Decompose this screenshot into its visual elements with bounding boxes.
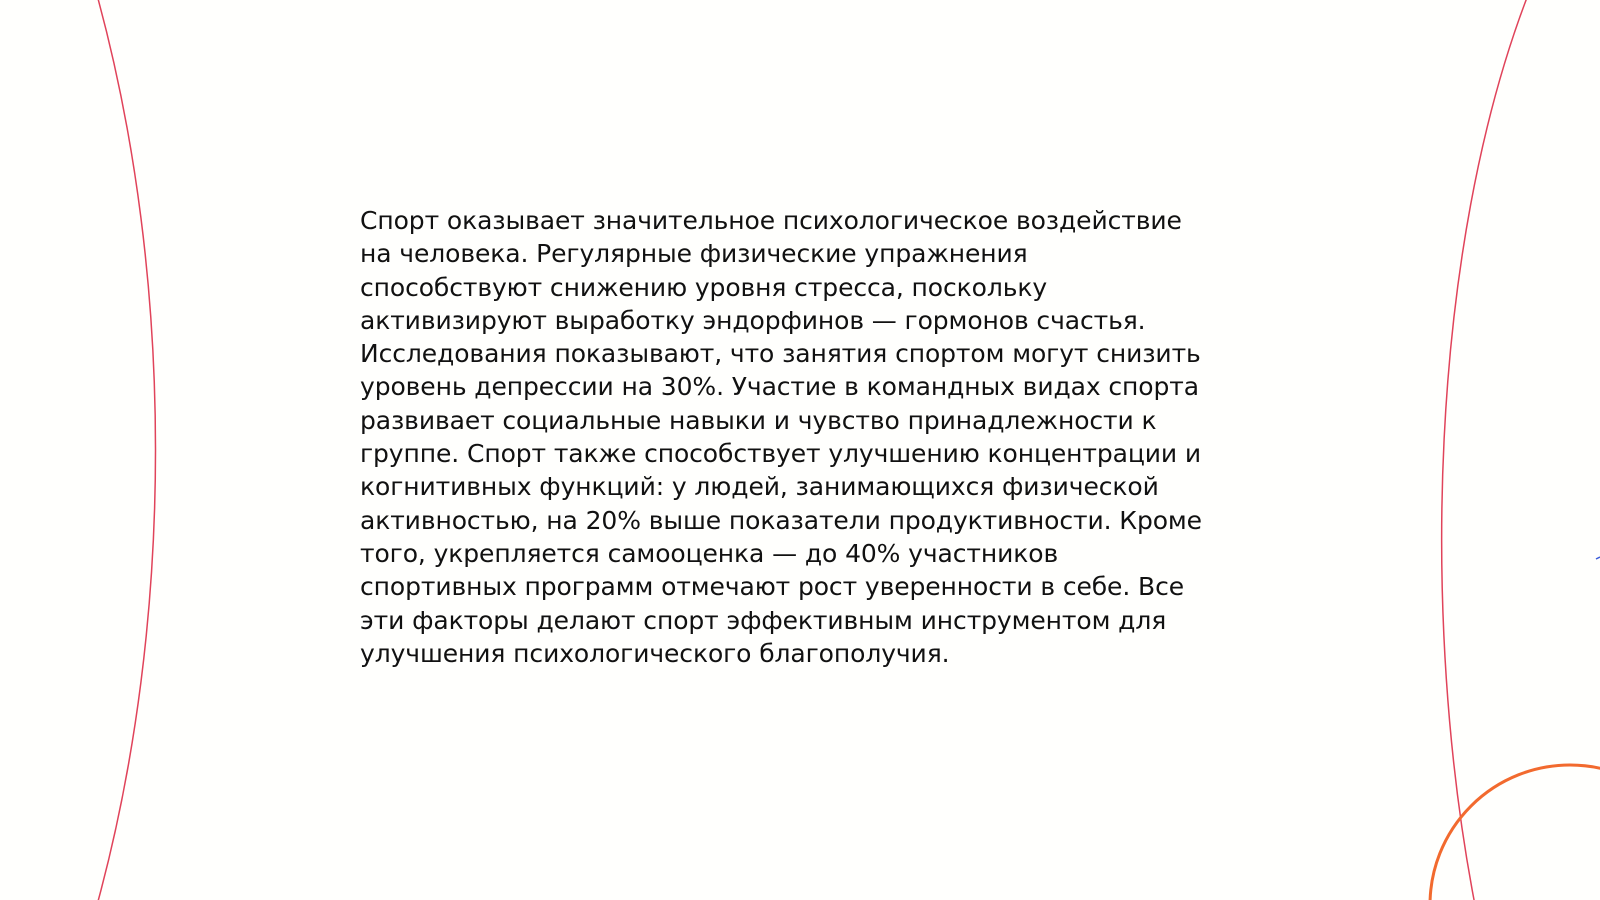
paragraph-line: эти факторы делают спорт эффективным инструментом для — [360, 605, 1167, 635]
paragraph-line: того, укрепляется самооценка — до 40% участников — [360, 538, 1059, 568]
left-decorative-curve — [97, 0, 156, 900]
paragraph-line: когнитивных функций: у людей, занимающихся физической — [360, 472, 1159, 502]
blue-decorative-mark — [1596, 557, 1600, 559]
paragraph-line: Спорт оказывает значительное психологическое воздействие — [360, 206, 1182, 235]
right-decorative-curve — [1442, 0, 1528, 900]
paragraph-line: развивает социальные навыки и чувство принадлежности к — [360, 405, 1157, 435]
paragraph-line: улучшения психологического благополучия. — [360, 638, 950, 668]
orange-decorative-circle — [1430, 765, 1600, 900]
paragraph-line: способствуют снижению уровня стресса, поскольку — [360, 272, 1048, 302]
paragraph-line: активизируют выработку эндорфинов — гормонов счастья. — [360, 305, 1146, 335]
paragraph-line: уровень депрессии на 30%. Участие в командных видах спорта — [360, 372, 1199, 402]
paragraph-line: Исследования показывают, что занятия спортом могут снизить — [360, 339, 1201, 369]
paragraph-line: на человека. Регулярные физические упражнения — [360, 239, 1028, 269]
paragraph-line: спортивных программ отмечают рост уверенности в себе. Все — [360, 572, 1185, 602]
paragraph-line: активностью, на 20% выше показатели продуктивности. Кроме — [360, 505, 1202, 535]
paragraph-line: группе. Спорт также способствует улучшению концентрации и — [360, 439, 1202, 469]
body-paragraph — [360, 204, 1260, 670]
